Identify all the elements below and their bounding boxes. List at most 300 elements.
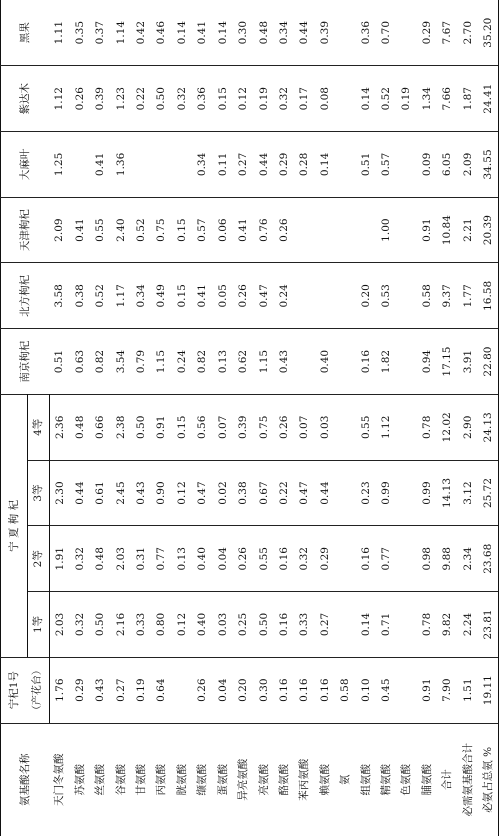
table-cell: 0.55 (90, 197, 110, 263)
table-cell (335, 263, 355, 329)
table-cell: 0.44 (254, 132, 274, 198)
table-row (396, 0, 416, 836)
table-cell: 0.15 (172, 197, 192, 263)
table-cell: 1.36 (111, 132, 131, 198)
table-cell: 20.39 (478, 197, 498, 263)
table-cell: 0.38 (70, 263, 90, 329)
table-row (356, 0, 376, 836)
table-cell: 0.50 (152, 66, 172, 132)
table-cell: 0.34 (277, 20, 290, 45)
table-cell: 0.32 (70, 526, 90, 592)
table-cell: 0.16 (356, 526, 376, 592)
table-cell: 0.44 (298, 20, 311, 45)
table-cell (396, 526, 416, 592)
table-cell: 0.58 (417, 263, 437, 329)
table-cell: 0.39 (90, 66, 110, 132)
table-row (417, 0, 437, 836)
table-cell: 0.28 (294, 132, 314, 198)
table-cell: 0.32 (294, 526, 314, 592)
table-cell (315, 263, 335, 329)
table-cell: 0.08 (315, 66, 335, 132)
table-cell: 0.99 (376, 460, 396, 526)
table-cell (172, 132, 192, 198)
table-cell: 0.12 (233, 66, 253, 132)
table-cell: 0.27 (111, 657, 131, 723)
table-cell: 0.07 (294, 394, 314, 460)
table-cell: 0.12 (172, 460, 192, 526)
table-cell: 1.11 (53, 20, 66, 45)
table-cell: 0.78 (417, 592, 437, 658)
table-cell: 14.13 (437, 460, 457, 526)
row-amino-acid-name: 胱氨酸 (172, 723, 192, 836)
table-cell: 0.16 (294, 657, 314, 723)
table-cell (335, 132, 355, 198)
table-cell: 0.82 (192, 329, 212, 395)
table-cell: 2.45 (111, 460, 131, 526)
table-row (335, 0, 355, 836)
header-zidamu: 紫达木 (1, 66, 50, 132)
table-cell (294, 197, 314, 263)
table-cell: 1.23 (111, 66, 131, 132)
table-cell: 0.13 (172, 526, 192, 592)
table-row (192, 0, 212, 836)
table-cell: 1.25 (50, 132, 70, 198)
row-amino-acid-name: 酪氨酸 (274, 723, 294, 836)
table-cell: 0.19 (131, 657, 151, 723)
table-cell: 0.50 (90, 592, 110, 658)
table-cell: 3.12 (458, 460, 478, 526)
table-cell: 1.15 (152, 329, 172, 395)
table-cell: 0.40 (192, 526, 212, 592)
table-cell: 2.24 (458, 592, 478, 658)
table-cell: 0.16 (274, 657, 294, 723)
table-cell: 0.43 (131, 460, 151, 526)
table-cell: 24.41 (478, 66, 498, 132)
table-cell (294, 329, 314, 395)
table-cell: 3.54 (111, 329, 131, 395)
table-cell (335, 460, 355, 526)
table-cell: 1.82 (376, 329, 396, 395)
table-cell: 0.43 (90, 657, 110, 723)
table-cell: 0.42 (135, 20, 148, 45)
table-cell: 0.71 (376, 592, 396, 658)
table-cell: 0.91 (417, 197, 437, 263)
table-cell: 1.34 (417, 66, 437, 132)
table-cell: 0.46 (155, 20, 168, 45)
header-damaye: 大麻叶 (1, 132, 50, 198)
table-cell: 6.05 (437, 132, 457, 198)
header-grade-2: 2等 (28, 526, 50, 592)
table-cell: 0.75 (254, 394, 274, 460)
table-cell: 0.55 (356, 394, 376, 460)
table-cell: 0.32 (172, 66, 192, 132)
table-cell: 0.03 (213, 592, 233, 658)
table-cell: 0.16 (274, 526, 294, 592)
table-cell: 7.67 (441, 20, 454, 45)
table-cell (396, 592, 416, 658)
table-cell: 0.13 (213, 329, 233, 395)
table-cell: 2.16 (111, 592, 131, 658)
table-cell: 0.48 (90, 526, 110, 592)
table-cell: 2.70 (461, 20, 474, 45)
table-cell: 0.47 (254, 263, 274, 329)
table-cell: 0.22 (131, 66, 151, 132)
table-cell: 0.26 (192, 657, 212, 723)
table-cell: 0.15 (172, 394, 192, 460)
table-cell: 0.04 (213, 526, 233, 592)
table-cell: 16.58 (478, 263, 498, 329)
table-cell: 0.27 (233, 132, 253, 198)
table-cell: 2.03 (111, 526, 131, 592)
table-cell: 2.90 (458, 394, 478, 460)
table-row (111, 0, 131, 836)
table-cell (396, 657, 416, 723)
table-cell: 0.55 (254, 526, 274, 592)
table-cell: 1.15 (254, 329, 274, 395)
table-cell: 0.62 (233, 329, 253, 395)
row-amino-acid-name: 合计 (437, 723, 457, 836)
table-cell: 0.39 (233, 394, 253, 460)
table-cell: 0.45 (376, 657, 396, 723)
header-ningqi1: 宁杞1号 (1, 657, 28, 723)
table-row (90, 0, 110, 836)
table-cell: 1.12 (376, 394, 396, 460)
table-cell: 0.47 (192, 460, 212, 526)
table-cell (396, 132, 416, 198)
table-cell: 25.72 (478, 460, 498, 526)
table-cell: 0.41 (70, 197, 90, 263)
table-cell: 0.38 (233, 460, 253, 526)
header-amino-acid-name: 氨基酸名称 (1, 723, 50, 836)
table-cell: 0.34 (192, 132, 212, 198)
table-cell: 0.09 (417, 132, 437, 198)
table-cell: 0.79 (131, 329, 151, 395)
table-cell: 2.09 (50, 197, 70, 263)
header-ningxia-gouqi-group: 宁 夏 枸 杞 (1, 394, 28, 657)
table-cell (315, 197, 335, 263)
table-cell: 24.13 (478, 394, 498, 460)
table-cell: 35.20 (478, 0, 498, 66)
table-cell: 0.29 (70, 657, 90, 723)
table-cell: 0.82 (90, 329, 110, 395)
table-cell: 0.48 (70, 394, 90, 460)
table-cell: 0.77 (376, 526, 396, 592)
table-cell: 0.12 (172, 592, 192, 658)
table-cell: 0.52 (131, 197, 151, 263)
table-cell: 22.80 (478, 329, 498, 395)
table-row (172, 0, 192, 836)
table-row (315, 0, 335, 836)
row-amino-acid-name: 氨 (335, 723, 355, 836)
table-cell: 0.40 (315, 329, 335, 395)
table-row (131, 0, 151, 836)
table-cell: 0.56 (192, 394, 212, 460)
table-cell: 0.29 (420, 20, 433, 45)
table-cell: 0.05 (213, 263, 233, 329)
header-grade-1: 1等 (28, 592, 50, 658)
table-row (233, 0, 253, 836)
table-cell: 0.66 (90, 394, 110, 460)
table-cell: 1.14 (114, 20, 127, 45)
table-cell: 0.29 (274, 132, 294, 198)
row-amino-acid-name: 丝氨酸 (90, 723, 110, 836)
table-cell: 0.16 (356, 329, 376, 395)
table-cell: 0.03 (315, 394, 335, 460)
table-cell: 1.77 (458, 263, 478, 329)
table-cell: 3.58 (50, 263, 70, 329)
table-cell: 0.20 (233, 657, 253, 723)
table-cell: 0.41 (196, 20, 209, 45)
table-cell (172, 657, 192, 723)
table-cell: 1.76 (50, 657, 70, 723)
table-cell: 0.50 (131, 394, 151, 460)
table-cell: 0.41 (90, 132, 110, 198)
table-cell: 0.77 (152, 526, 172, 592)
table-cell: 0.41 (233, 197, 253, 263)
table-cell: 0.31 (131, 526, 151, 592)
table-cell (396, 460, 416, 526)
table-cell (335, 592, 355, 658)
table-cell: 0.04 (213, 657, 233, 723)
table-row (70, 0, 90, 836)
table-cell: 0.29 (315, 526, 335, 592)
table-cell (152, 132, 172, 198)
header-beifang-gouqi: 北方枸杞 (1, 263, 50, 329)
row-amino-acid-name: 亮氨酸 (254, 723, 274, 836)
table-cell: 1.17 (111, 263, 131, 329)
table-cell: 0.14 (216, 20, 229, 45)
table-cell: 0.52 (376, 66, 396, 132)
table-cell: 0.44 (315, 460, 335, 526)
table-cell: 0.14 (356, 66, 376, 132)
table-cell: 1.51 (458, 657, 478, 723)
table-cell: 0.07 (213, 394, 233, 460)
row-amino-acid-name: 缬氨酸 (192, 723, 212, 836)
table-cell: 0.33 (294, 592, 314, 658)
table-cell: 0.61 (90, 460, 110, 526)
table-cell: 0.90 (152, 460, 172, 526)
table-cell: 0.41 (192, 263, 212, 329)
table-cell (335, 66, 355, 132)
table-cell: 0.44 (70, 460, 90, 526)
table-cell (396, 394, 416, 460)
row-amino-acid-name: 精氨酸 (376, 723, 396, 836)
table-row (254, 0, 274, 836)
table-cell: 0.20 (356, 263, 376, 329)
table-cell (396, 263, 416, 329)
table-cell (335, 197, 355, 263)
table-cell: 9.37 (437, 263, 457, 329)
table-cell: 7.66 (437, 66, 457, 132)
table-cell: 0.23 (356, 460, 376, 526)
table-cell: 0.27 (315, 592, 335, 658)
row-amino-acid-name: 色氨酸 (396, 723, 416, 836)
table-cell: 0.53 (376, 263, 396, 329)
table-cell: 1.00 (376, 197, 396, 263)
table-cell (335, 526, 355, 592)
table-cell: 0.47 (294, 460, 314, 526)
header-grade-3: 3等 (28, 460, 50, 526)
row-amino-acid-name: 赖氨酸 (315, 723, 335, 836)
table-cell (335, 0, 355, 66)
table-cell: 0.17 (294, 66, 314, 132)
table-cell (70, 132, 90, 198)
table-cell: 2.34 (458, 526, 478, 592)
table-cell: 10.84 (437, 197, 457, 263)
table-cell: 1.12 (50, 66, 70, 132)
table-cell: 0.91 (417, 657, 437, 723)
table-cell: 0.34 (131, 263, 151, 329)
table-cell: 0.14 (175, 20, 188, 45)
table-cell: 0.11 (213, 132, 233, 198)
table-cell: 0.14 (356, 592, 376, 658)
table-cell: 0.35 (73, 20, 86, 45)
table-cell: 0.36 (359, 20, 372, 45)
table-cell: 1.91 (50, 526, 70, 592)
row-amino-acid-name: 谷氨酸 (111, 723, 131, 836)
table-cell: 0.94 (417, 329, 437, 395)
table-cell: 0.52 (90, 263, 110, 329)
row-amino-acid-name: 必需氨基酸合计 (458, 723, 478, 836)
table-cell: 23.81 (478, 592, 498, 658)
table-row (294, 0, 314, 836)
table-cell: 0.15 (213, 66, 233, 132)
table-cell (294, 263, 314, 329)
table-cell (396, 329, 416, 395)
table-cell: 0.98 (417, 526, 437, 592)
table-cell: 34.55 (478, 132, 498, 198)
row-amino-acid-name: 苯丙氨酸 (294, 723, 314, 836)
table-cell: 0.80 (152, 592, 172, 658)
table-cell: 12.02 (437, 394, 457, 460)
table-cell: 0.26 (274, 197, 294, 263)
table-row (274, 0, 294, 836)
table-cell: 0.57 (376, 132, 396, 198)
table-cell: 0.64 (152, 657, 172, 723)
table-body (50, 0, 499, 836)
table-cell: 0.39 (318, 20, 331, 45)
table-cell: 0.43 (274, 329, 294, 395)
table-cell: 0.51 (356, 132, 376, 198)
row-amino-acid-name: 脯氨酸 (417, 723, 437, 836)
table-cell (396, 0, 416, 66)
table-row (376, 0, 396, 836)
table-cell: 0.75 (152, 197, 172, 263)
table-cell: 0.26 (233, 526, 253, 592)
table-cell: 0.63 (70, 329, 90, 395)
table-cell: 17.15 (437, 329, 457, 395)
table-cell: 19.11 (478, 657, 498, 723)
table-cell: 7.90 (437, 657, 457, 723)
table-cell (396, 197, 416, 263)
table-cell: 0.02 (213, 460, 233, 526)
table-cell: 0.50 (254, 592, 274, 658)
table-cell: 0.49 (152, 263, 172, 329)
header-tianjin-gouqi: 天津枸杞 (1, 197, 50, 263)
table-cell: 0.36 (192, 66, 212, 132)
table-cell: 2.03 (50, 592, 70, 658)
table-row (458, 0, 478, 836)
table-cell: 0.06 (213, 197, 233, 263)
table-cell: 0.26 (274, 394, 294, 460)
table-cell (335, 329, 355, 395)
table-cell: 0.70 (379, 20, 392, 45)
table-row (50, 0, 70, 836)
table-cell (335, 394, 355, 460)
table-cell: 23.68 (478, 526, 498, 592)
table-cell: 0.78 (417, 394, 437, 460)
table-cell: 0.15 (172, 263, 192, 329)
row-amino-acid-name: 必氨占总氨 % (478, 723, 498, 836)
row-amino-acid-name: 甘氨酸 (131, 723, 151, 836)
table-cell: 9.88 (437, 526, 457, 592)
header-nanjing-gouqi: 南京枸杞 (1, 329, 50, 395)
table-row (478, 0, 498, 836)
header-grade-4: 4等 (28, 394, 50, 460)
table-cell: 0.33 (131, 592, 151, 658)
table-cell: 0.22 (274, 460, 294, 526)
table-cell: 2.40 (111, 197, 131, 263)
header-ningqi1-origin: （产花台） (28, 657, 50, 723)
table-cell (131, 132, 151, 198)
table-cell: 2.21 (458, 197, 478, 263)
row-amino-acid-name: 天门冬氨酸 (50, 723, 70, 836)
table-cell: 0.48 (257, 20, 270, 45)
table-cell: 0.16 (274, 592, 294, 658)
table-cell: 0.37 (94, 20, 107, 45)
table-cell: 2.36 (50, 394, 70, 460)
header-heiguo: 黑果 (1, 0, 50, 66)
row-amino-acid-name: 苏氨酸 (70, 723, 90, 836)
table-cell: 0.91 (152, 394, 172, 460)
table-cell: 0.26 (70, 66, 90, 132)
table-cell: 0.67 (254, 460, 274, 526)
row-amino-acid-name: 异亮氨酸 (233, 723, 253, 836)
table-cell: 0.51 (50, 329, 70, 395)
table-row (437, 0, 457, 836)
table-cell: 0.19 (396, 66, 416, 132)
table-cell: 0.26 (233, 263, 253, 329)
table-cell: 0.16 (315, 657, 335, 723)
table-cell: 0.76 (254, 197, 274, 263)
table-row (152, 0, 172, 836)
table-cell: 2.30 (50, 460, 70, 526)
table-cell: 0.10 (356, 657, 376, 723)
table-cell: 3.91 (458, 329, 478, 395)
table-cell: 0.24 (274, 263, 294, 329)
table-cell: 1.87 (458, 66, 478, 132)
table-cell: 0.32 (274, 66, 294, 132)
table-cell: 2.38 (111, 394, 131, 460)
table-cell: 2.09 (458, 132, 478, 198)
table-cell: 0.99 (417, 460, 437, 526)
table-cell: 0.58 (335, 657, 355, 723)
table-cell: 9.82 (437, 592, 457, 658)
table-cell: 0.19 (254, 66, 274, 132)
table-row (213, 0, 233, 836)
table-cell: 0.30 (237, 20, 250, 45)
table-cell (356, 197, 376, 263)
row-amino-acid-name: 丙氨酸 (152, 723, 172, 836)
table-cell: 0.25 (233, 592, 253, 658)
table-cell: 0.32 (70, 592, 90, 658)
row-amino-acid-name: 蛋氨酸 (213, 723, 233, 836)
table-cell: 0.24 (172, 329, 192, 395)
table-cell: 0.57 (192, 197, 212, 263)
row-amino-acid-name: 组氨酸 (356, 723, 376, 836)
table-cell: 0.14 (315, 132, 335, 198)
table-cell: 0.40 (192, 592, 212, 658)
